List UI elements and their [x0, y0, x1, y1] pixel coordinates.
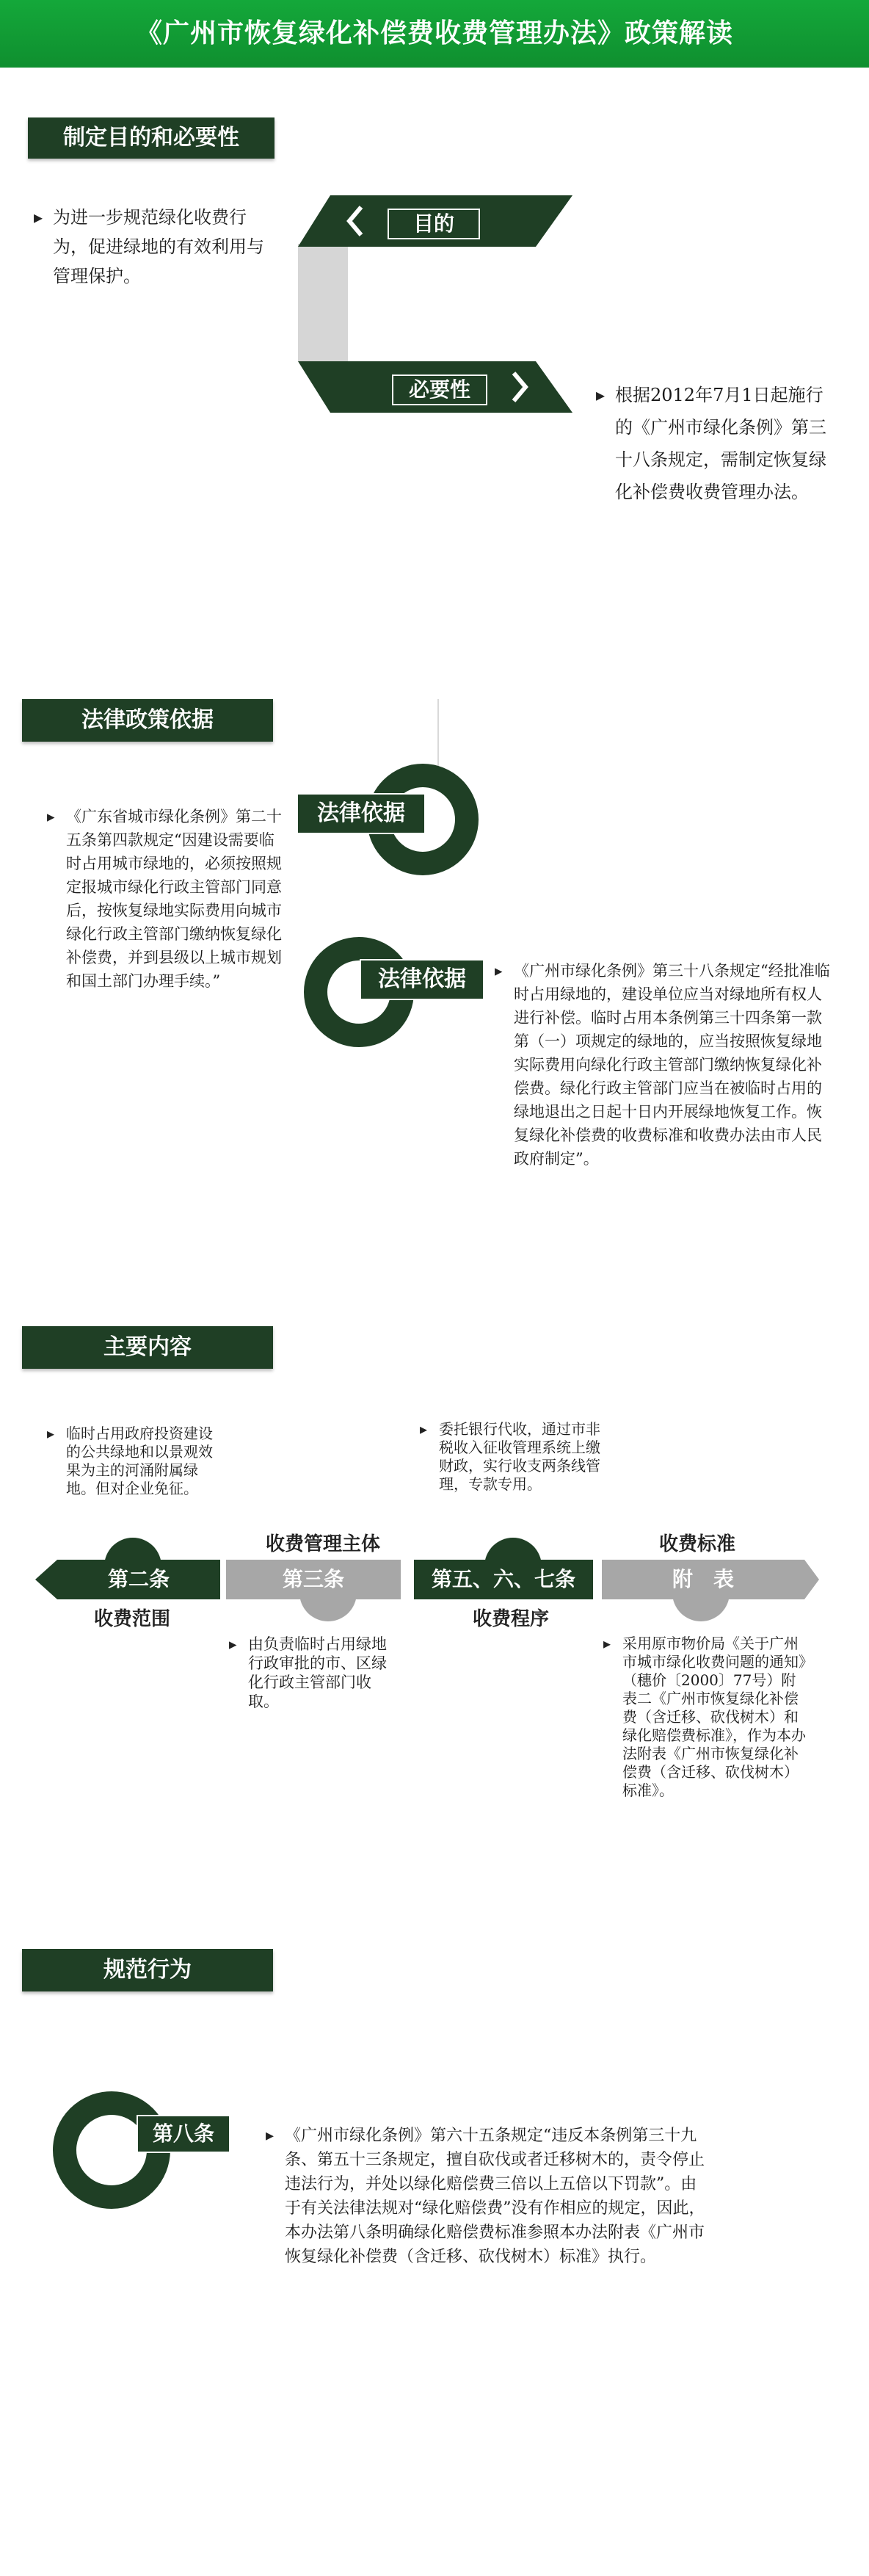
purpose-label: 目的: [388, 209, 480, 239]
page-banner-title: 《广州市恢复绿化补偿费收费管理办法》政策解读: [0, 0, 869, 68]
section-heading-purpose: 制定目的和必要性: [28, 117, 274, 159]
timeline-block-articles-5-7: 第五、六、七条: [414, 1560, 593, 1599]
timeline-block-article-2: 第二条: [57, 1560, 220, 1599]
legal-basis-label-2: 法律依据: [360, 959, 484, 1000]
legal-basis-text-2: ▸ 《广州市绿化条例》第三十八条规定“经批准临时占用绿地的，建设单位应当对绿地所有权人进行补偿。临时占用本条例第三十四条第一款第（一）项规定的绿地的，应当按照恢复绿地实际费用向绿化行政主管部门缴纳恢复绿化补偿费。绿化行政主管部门应当在被临时占用的绿地退出之日起十日内开展绿地恢复工作。恢复绿化补偿费的收费标准和收费办法由市人民政府制定”。: [514, 959, 834, 1171]
legal-basis-label-1: 法律依据: [297, 793, 426, 834]
standard-text: ▸ 采用原市物价局《关于广州市城市绿化收费问题的通知》（穗价〔2000〕77号）附表二《广州市恢复绿化补偿费（含迁移、砍伐树木）和绿化赔偿费标准》，作为本办法附表《广州市恢复绿化补偿费（含迁移、砍伐树木）标准》。: [622, 1635, 810, 1800]
section-heading-legal-basis: 法律政策依据: [22, 699, 273, 742]
scope-text: ▸ 临时占用政府投资建设的公共绿地和以景观效果为主的河涌附属绿地。但对企业免征。: [66, 1425, 213, 1498]
subject-text: ▸ 由负责临时占用绿地行政审批的市、区绿化行政主管部门收取。: [248, 1635, 389, 1711]
caption-scope: 收费范围: [93, 1608, 170, 1630]
purpose-text: ▸ 为进一步规范绿化收费行为，促进绿地的有效利用与管理保护。: [53, 203, 273, 291]
caption-procedure: 收费程序: [472, 1608, 549, 1630]
section-heading-main-content: 主要内容: [22, 1326, 273, 1369]
caption-standard: 收费标准: [658, 1533, 735, 1555]
procedure-text: ▸ 委托银行代收，通过市非税收入征收管理系统上缴财政，实行收支两条线管理，专款专用。: [439, 1420, 600, 1494]
section-heading-conduct: 规范行为: [22, 1949, 273, 1991]
legal-basis-text-1: ▸ 《广东省城市绿化条例》第二十五条第四款规定“因建设需要临时占用城市绿地的，必须按照规定报城市绿化行政主管部门同意后，按恢复绿地实际费用向城市绿化行政主管部门缴纳恢复绿化补偿费，并到县级以上城市规划和国土部门办理手续。”: [66, 805, 285, 993]
timeline-block-appendix: 附 表: [602, 1560, 804, 1599]
necessity-text: ▸ 根据2012年7月1日起施行的《广州市绿化条例》第三十八条规定，需制定恢复绿化补偿费收费管理办法。: [615, 379, 832, 508]
caption-subject: 收费管理主体: [265, 1533, 380, 1555]
article-8-text: ▸ 《广州市绿化条例》第六十五条规定“违反本条例第三十九条、第五十三条规定，擅自砍伐或者迁移树木的，责令停止违法行为，并处以绿化赔偿费三倍以上五倍以下罚款”。由于有关法律法规对“绿化赔偿费”没有作相应的规定，因此，本办法第八条明确绿化赔偿费标准参照本办法附表《广州市恢复绿化补偿费（含迁移、砍伐树木）标准》执行。: [285, 2124, 709, 2269]
timeline-block-article-3: 第三条: [226, 1560, 401, 1599]
article-8-label: 第八条: [137, 2115, 230, 2153]
necessity-label: 必要性: [392, 375, 487, 405]
timeline-left-arrow: [35, 1560, 57, 1599]
bracket-grey-bar: [298, 244, 348, 361]
timeline-right-arrow: [804, 1560, 819, 1599]
